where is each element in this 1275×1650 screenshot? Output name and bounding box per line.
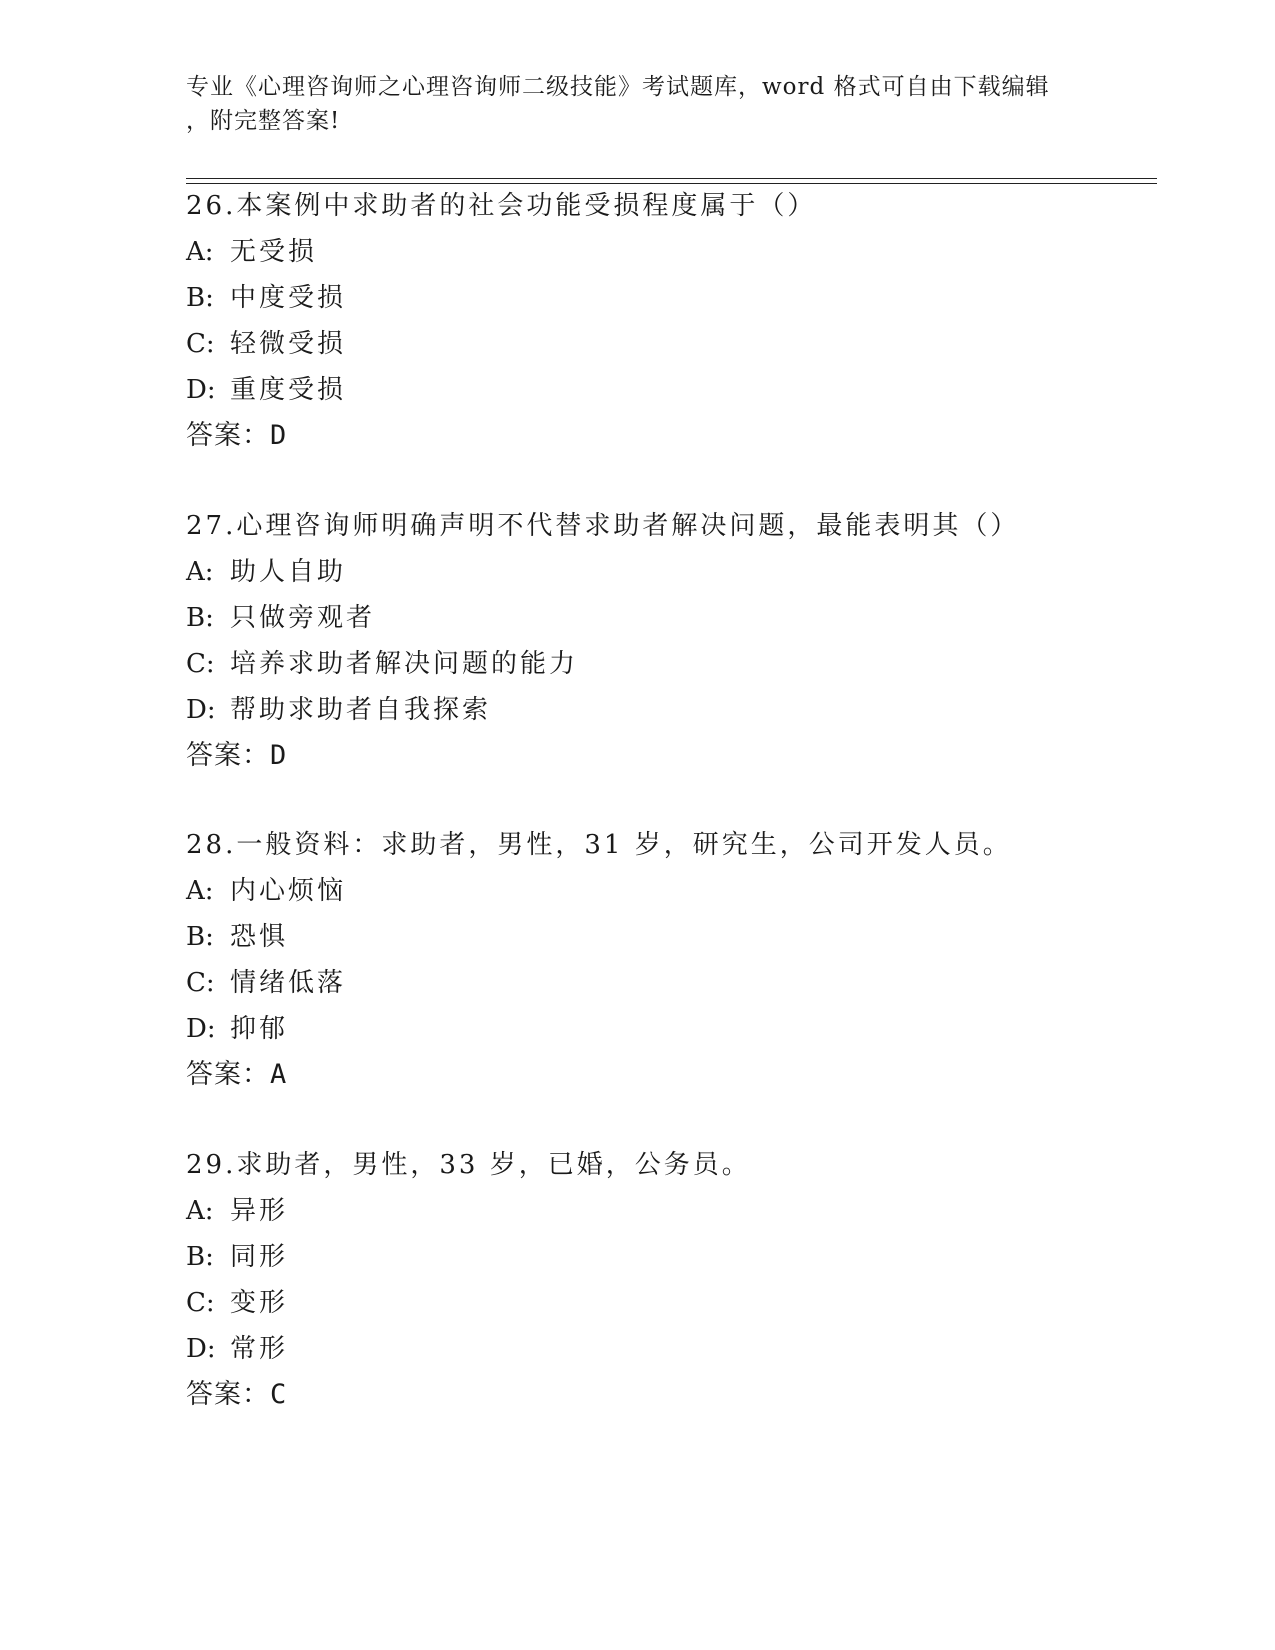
header-divider-top xyxy=(186,178,1157,179)
option-a xyxy=(186,229,1166,275)
option-a xyxy=(186,549,1166,595)
option-letter: D: xyxy=(186,375,216,405)
question-27 xyxy=(186,503,1166,779)
option-letter: A: xyxy=(186,557,214,587)
option-b xyxy=(186,595,1166,641)
answer-line xyxy=(186,733,1166,779)
question-title: 28.一般资料：求助者，男性，31 岁，研究生，公司开发人员。 xyxy=(186,830,1012,860)
question-title: 27.心理咨询师明确声明不代替求助者解决问题，最能表明其（） xyxy=(186,511,1020,541)
option-letter: B: xyxy=(186,1242,214,1272)
option-text: 抑郁 xyxy=(230,1014,289,1044)
answer-label: 答案： xyxy=(186,1059,270,1090)
option-letter: B: xyxy=(186,603,214,633)
option-d xyxy=(186,687,1166,733)
option-text: 变形 xyxy=(230,1288,289,1318)
answer-value: C xyxy=(270,1379,288,1410)
option-letter: A: xyxy=(186,1196,214,1226)
option-letter: C: xyxy=(186,1288,215,1318)
option-a xyxy=(186,868,1166,914)
question-28 xyxy=(186,822,1166,1098)
answer-label: 答案： xyxy=(186,420,270,451)
option-text: 轻微受损 xyxy=(230,329,347,359)
option-text: 重度受损 xyxy=(230,375,347,405)
option-b xyxy=(186,914,1166,960)
option-letter: D: xyxy=(186,1014,216,1044)
option-letter: D: xyxy=(186,695,216,725)
answer-line xyxy=(186,413,1166,459)
option-d xyxy=(186,367,1166,413)
option-c xyxy=(186,641,1166,687)
option-text: 培养求助者解决问题的能力 xyxy=(230,649,579,679)
header-line-2: ，附完整答案! xyxy=(186,108,341,134)
option-text: 恐惧 xyxy=(230,922,289,952)
question-29 xyxy=(186,1142,1166,1418)
option-d xyxy=(186,1006,1166,1052)
question-26 xyxy=(186,183,1166,459)
answer-line xyxy=(186,1372,1166,1418)
answer-value: D xyxy=(270,740,288,771)
option-letter: A: xyxy=(186,237,214,267)
option-c xyxy=(186,960,1166,1006)
option-text: 情绪低落 xyxy=(230,968,347,998)
option-c xyxy=(186,321,1166,367)
answer-label: 答案： xyxy=(186,1379,270,1410)
option-text: 无受损 xyxy=(230,237,318,267)
option-b xyxy=(186,275,1166,321)
header-line-1: 专业《心理咨询师之心理咨询师二级技能》考试题库，word 格式可自由下载编辑 xyxy=(186,74,1050,100)
answer-value: A xyxy=(270,1059,288,1090)
option-text: 常形 xyxy=(230,1334,289,1364)
option-c xyxy=(186,1280,1166,1326)
option-text: 中度受损 xyxy=(230,283,347,313)
answer-line xyxy=(186,1052,1166,1098)
option-letter: C: xyxy=(186,329,215,359)
answer-label: 答案： xyxy=(186,740,270,771)
option-text: 异形 xyxy=(230,1196,289,1226)
option-letter: C: xyxy=(186,649,215,679)
option-letter: C: xyxy=(186,968,215,998)
option-a xyxy=(186,1188,1166,1234)
option-text: 同形 xyxy=(230,1242,289,1272)
option-letter: A: xyxy=(186,876,214,906)
option-d xyxy=(186,1326,1166,1372)
question-title: 26.本案例中求助者的社会功能受损程度属于（） xyxy=(186,191,817,221)
answer-value: D xyxy=(270,420,288,451)
option-b xyxy=(186,1234,1166,1280)
option-letter: B: xyxy=(186,922,214,952)
question-title: 29.求助者，男性，33 岁，已婚，公务员。 xyxy=(186,1150,751,1180)
option-letter: D: xyxy=(186,1334,216,1364)
option-text: 内心烦恼 xyxy=(230,876,347,906)
option-text: 助人自助 xyxy=(230,557,347,587)
option-letter: B: xyxy=(186,283,214,313)
option-text: 帮助求助者自我探索 xyxy=(230,695,492,725)
document-header xyxy=(186,70,1086,138)
option-text: 只做旁观者 xyxy=(230,603,376,633)
